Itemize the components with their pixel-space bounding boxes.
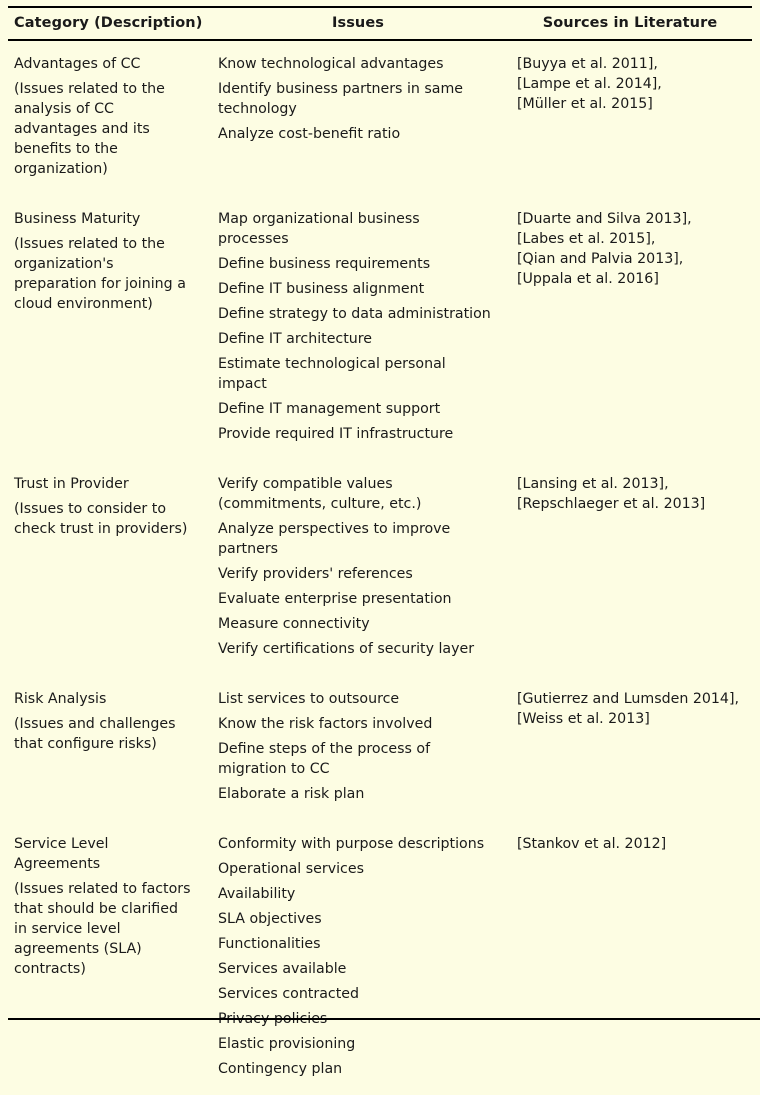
cell-issues	[208, 820, 508, 1095]
cell-category	[8, 820, 208, 1095]
issue-item: Verify providers' references	[218, 566, 413, 582]
issue-item: Verify compatible values (commitments, culture, etc.)	[218, 476, 422, 512]
issue-item: Estimate technological personal impact	[218, 356, 446, 392]
source-item: [Müller et al. 2015]	[517, 96, 653, 112]
source-item: [Gutierrez and Lumsden 2014],	[517, 691, 739, 707]
cell-sources	[508, 460, 752, 675]
source-item: [Repschlaeger et al. 2013]	[517, 496, 706, 512]
issue-item: Define strategy to data administration	[218, 306, 491, 322]
source-item: [Buyya et al. 2011],	[517, 56, 658, 72]
category-name: Business Maturity	[14, 211, 141, 227]
issue-item: Services available	[218, 961, 347, 977]
source-item: [Qian and Palvia 2013],	[517, 251, 684, 267]
table-row	[8, 820, 752, 1095]
category-name: Advantages of CC	[14, 56, 141, 72]
issue-item: Contingency plan	[218, 1061, 343, 1077]
cell-issues	[208, 675, 508, 820]
issue-item: Define IT management support	[218, 401, 441, 417]
issue-item: Identify business partners in same technology	[218, 81, 464, 117]
table-row	[8, 460, 752, 675]
issue-item: Define business requirements	[218, 256, 431, 272]
literature-table-body	[8, 41, 752, 1095]
category-description: (Issues related to factors that should be clarified in service level agreements (SLA) contracts)	[14, 881, 191, 977]
issue-item: SLA objectives	[218, 911, 322, 927]
issue-item: Define steps of the process of migration to CC	[218, 741, 431, 777]
category-name: Service Level Agreements	[14, 836, 109, 872]
literature-table-container	[0, 6, 760, 1077]
issue-item: Define IT architecture	[218, 331, 373, 347]
issue-item: Analyze cost-benefit ratio	[218, 126, 401, 142]
issue-item: Availability	[218, 886, 296, 902]
issue-list	[218, 834, 492, 1079]
issue-item: Functionalities	[218, 936, 321, 952]
cell-category	[8, 460, 208, 675]
category-name: Risk Analysis	[14, 691, 107, 707]
issue-item: Provide required IT infrastructure	[218, 426, 454, 442]
issue-item: Elastic provisioning	[218, 1036, 356, 1052]
cell-category	[8, 675, 208, 820]
source-list	[517, 54, 750, 114]
issue-item: Evaluate enterprise presentation	[218, 591, 452, 607]
source-item: [Labes et al. 2015],	[517, 231, 656, 247]
column-header-category: Category (Description)	[14, 15, 203, 31]
source-item: [Stankov et al. 2012]	[517, 836, 667, 852]
issue-item: Services contracted	[218, 986, 359, 1002]
column-header-issues: Issues	[331, 15, 385, 31]
table-bottom-rule	[8, 1018, 760, 1020]
issue-item: Conformity with purpose descriptions	[218, 836, 485, 852]
cell-issues	[208, 460, 508, 675]
source-item: [Weiss et al. 2013]	[517, 711, 650, 727]
cell-sources	[508, 675, 752, 820]
issue-item: Privacy policies	[218, 1011, 328, 1027]
issue-item: Operational services	[218, 861, 364, 877]
source-item: [Lansing et al. 2013],	[517, 476, 669, 492]
source-list	[517, 209, 750, 289]
table-body	[8, 41, 752, 1095]
table-header-row	[8, 8, 752, 39]
cell-category	[8, 195, 208, 460]
column-header-sources: Sources in Literature	[542, 15, 718, 31]
source-item: [Duarte and Silva 2013],	[517, 211, 692, 227]
issue-item: List services to outsource	[218, 691, 400, 707]
issue-list	[218, 689, 492, 804]
cell-issues	[208, 41, 508, 195]
table-row	[8, 41, 752, 195]
cell-sources	[508, 41, 752, 195]
source-list	[517, 689, 750, 729]
table-row	[8, 195, 752, 460]
issue-item: Know technological advantages	[218, 56, 444, 72]
issue-item: Verify certifications of security layer	[218, 641, 475, 657]
issue-list	[218, 54, 492, 144]
category-description: (Issues and challenges that configure risks)	[14, 716, 176, 752]
issue-item: Elaborate a risk plan	[218, 786, 365, 802]
category-description: (Issues related to the organization's preparation for joining a cloud environment)	[14, 236, 186, 312]
cell-category	[8, 41, 208, 195]
issue-item: Measure connectivity	[218, 616, 370, 632]
category-name: Trust in Provider	[14, 476, 129, 492]
source-list	[517, 474, 750, 514]
source-item: [Uppala et al. 2016]	[517, 271, 659, 287]
cell-issues	[208, 195, 508, 460]
source-list	[517, 834, 750, 854]
issue-item: Know the risk factors involved	[218, 716, 433, 732]
issue-item: Analyze perspectives to improve partners	[218, 521, 451, 557]
literature-table	[8, 8, 752, 39]
table-header	[8, 8, 752, 39]
issue-list	[218, 474, 492, 659]
cell-sources	[508, 820, 752, 1095]
issue-item: Map organizational business processes	[218, 211, 420, 247]
table-row	[8, 675, 752, 820]
issue-item: Define IT business alignment	[218, 281, 425, 297]
category-description: (Issues to consider to check trust in providers)	[14, 501, 188, 537]
cell-sources	[508, 195, 752, 460]
source-item: [Lampe et al. 2014],	[517, 76, 662, 92]
category-description: (Issues related to the analysis of CC advantages and its benefits to the organization)	[14, 81, 165, 177]
issue-list	[218, 209, 492, 444]
